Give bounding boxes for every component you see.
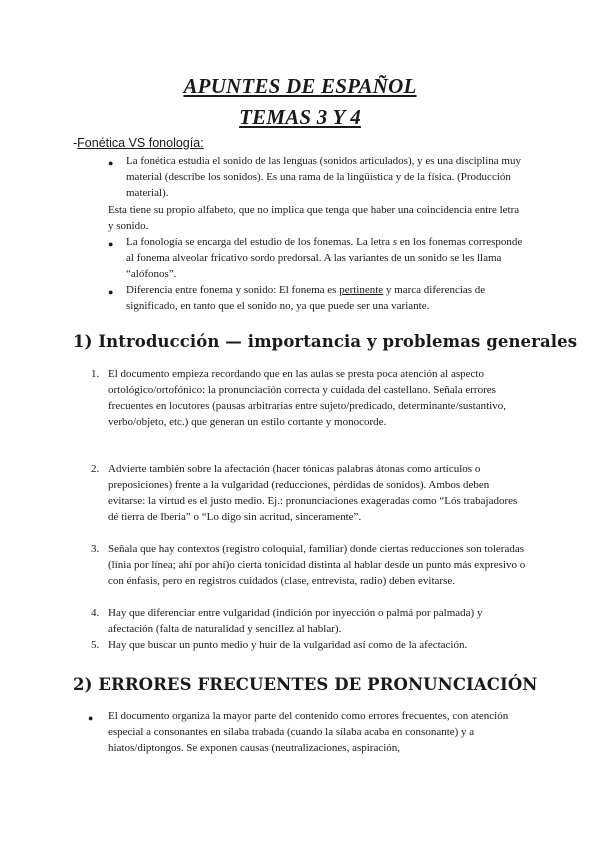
document-subtitle: TEMAS 3 Y 4 bbox=[239, 105, 361, 129]
list-number: 5. bbox=[91, 639, 100, 651]
list-item: Advierte también sobre la afectación (hacer tónicas palabras átonas como artículos o preposiciones) frente a la vulgaridad (reducciones, pérdidas de sonidos). Ambos deben evitarse: la virtud es el justo medio. Ej.: pronunciaciones exageradas como “Lós trabajadores dé tierra de Iberia” o “Lo digo sin acritud, sinceramente”. bbox=[108, 463, 518, 523]
list-number: 1. bbox=[91, 368, 100, 380]
italic-letter: s bbox=[392, 236, 398, 248]
list-number: 2. bbox=[91, 463, 100, 475]
bullet-icon: ● bbox=[88, 713, 94, 723]
list-item: Señala que hay contextos (registro coloquial, familiar) donde ciertas reducciones son toleradas (línia por línea; ahí por ahí)o cierta tonicidad distinta al hablar desde un punto más expresivo o con énfasis, pero en registros cuidados (clase, entrevista, radio) deben evitarse. bbox=[108, 543, 526, 587]
paragraph: Esta tiene su propio alfabeto, que no implica que tenga que haber una coincidencia entre letra y sonido. bbox=[108, 204, 520, 232]
list-item bbox=[126, 282, 526, 314]
list-item-text: La fonología se encarga del estudio de los fonemas. La letra bbox=[126, 236, 393, 248]
subheading bbox=[73, 136, 204, 150]
list-number: 3. bbox=[91, 543, 100, 555]
list-item bbox=[126, 234, 526, 282]
bullet-icon: ● bbox=[108, 158, 114, 168]
list-item: La fonética estudia el sonido de las lenguas (sonidos articulados), y es una disciplina muy material (describe los sonidos). Es una rama de la lingüística y de la física. (Producción material). bbox=[126, 155, 521, 199]
bullet-icon: ● bbox=[108, 287, 114, 297]
list-item: El documento empieza recordando que en las aulas se presta poca atención al aspecto ortológico/ortofónico: la pronunciación correcta y cuidada del castellano. Señala errores frecuentes en locutores (pausas arbitrarias entre sujeto/predicado, determinante/sustantivo, verbo/objeto, etc.) que generan un estilo cortante y monocorde. bbox=[108, 368, 506, 428]
list-item: Hay que diferenciar entre vulgaridad (indición por inyección o palmá por palmada) y afectación (falta de naturalidad y sencillez al hablar). bbox=[108, 607, 483, 635]
subheading-dash: - bbox=[73, 136, 78, 150]
list-number: 4. bbox=[91, 607, 100, 619]
bullet-icon: ● bbox=[108, 239, 114, 249]
section-heading: 2) ERRORES FRECUENTES DE PRONUNCIACIÓN bbox=[73, 675, 538, 694]
section-heading: 1) Introducción — importancia y problemas generales bbox=[73, 332, 578, 351]
subheading-text: Fonética VS fonología: bbox=[77, 136, 204, 150]
underlined-word: pertinente bbox=[339, 284, 384, 296]
document-title: APUNTES DE ESPAÑOL bbox=[183, 74, 417, 98]
list-item-text: en los fonemas corresponde al fonema alveolar fricativo sordo predorsal. A las variantes de un sonido se les llama “alófonos”. bbox=[126, 236, 523, 280]
list-item: Hay que buscar un punto medio y huir de la vulgaridad así como de la afectación. bbox=[108, 639, 468, 651]
list-item: El documento organiza la mayor parte del contenido como errores frecuentes, con atención especial a consonantes en sílaba trabada (cuando la sílaba acaba en consonante) y a hiatos/diptongos. Se exponen causas (neutralizaciones, aspiración, bbox=[108, 710, 509, 754]
list-item-text: Diferencia entre fonema y sonido: El fonema es bbox=[126, 284, 340, 296]
list-item-text: y marca diferencias de significado, en tanto que el sonido no, ya que puede ser una variante. bbox=[126, 284, 486, 312]
